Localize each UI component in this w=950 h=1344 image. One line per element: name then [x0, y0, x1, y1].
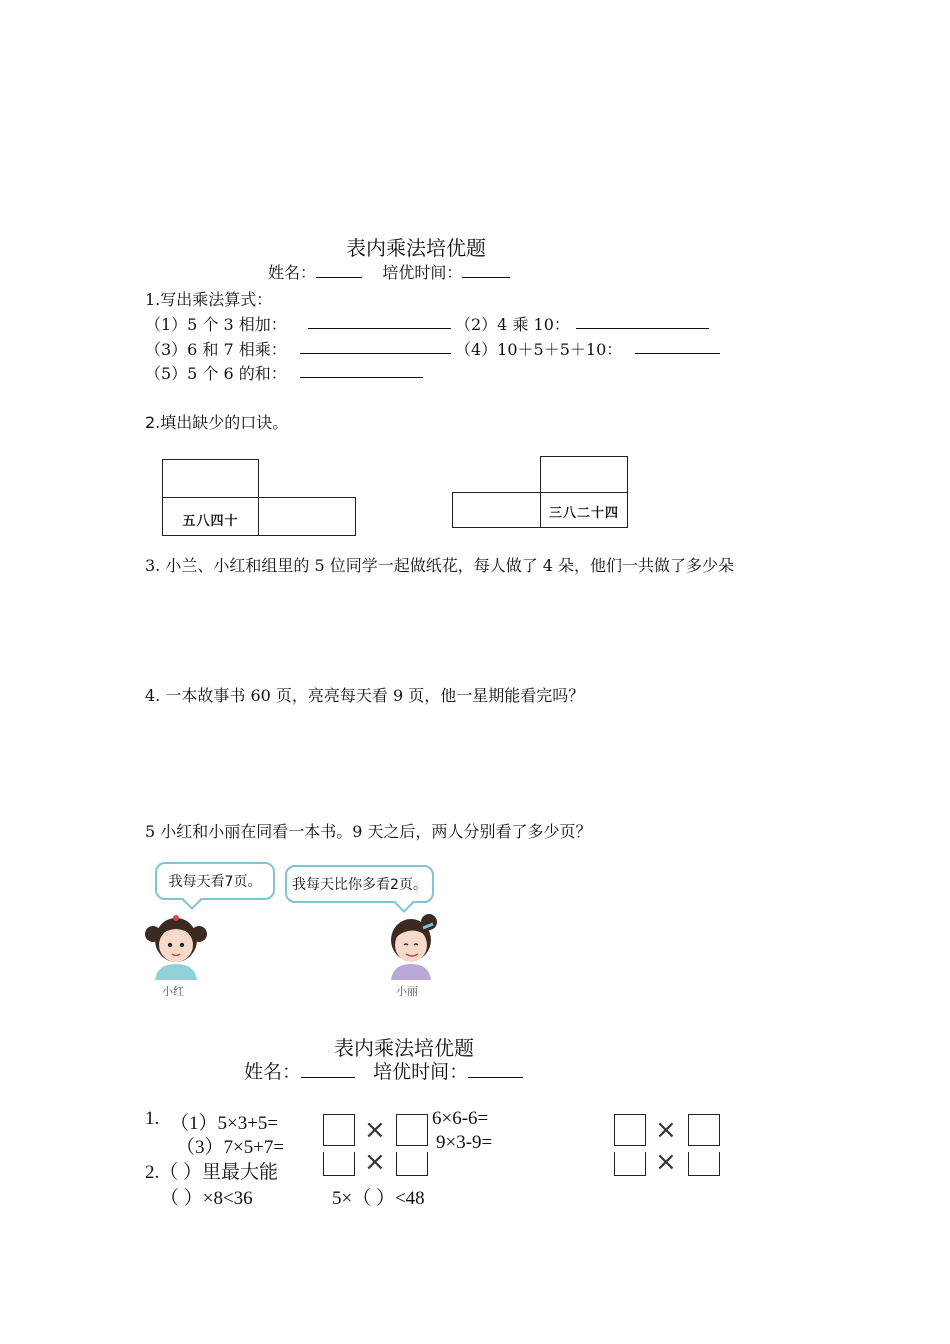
- caption-xiaoli: 小丽: [396, 985, 418, 998]
- blank-cell[interactable]: [540, 456, 628, 494]
- expression: 9×3-9=: [436, 1132, 493, 1153]
- expression: （1）5×3+5=: [170, 1113, 279, 1134]
- name-time-line: [268, 260, 510, 283]
- multiply-sign-icon: ×: [364, 1115, 386, 1145]
- name-blank[interactable]: [301, 1059, 355, 1078]
- answer-box[interactable]: [323, 1114, 355, 1146]
- answer-box[interactable]: [614, 1152, 646, 1176]
- time-label: 培优时间：: [382, 263, 463, 282]
- given-cell: [162, 497, 259, 536]
- answer-box[interactable]: [614, 1114, 646, 1146]
- page-title: 表内乘法培优题: [346, 236, 486, 260]
- inequality: （ ）×8<36: [160, 1188, 253, 1209]
- q1-label-2: 1.: [145, 1108, 160, 1129]
- multiply-sign-icon: ×: [655, 1147, 677, 1177]
- answer-box[interactable]: [688, 1114, 720, 1146]
- name-label: 姓名：: [268, 263, 317, 282]
- answer-box[interactable]: [688, 1152, 720, 1176]
- multiply-sign-icon: ×: [364, 1147, 386, 1177]
- given-rhyme: 五八四十: [182, 514, 239, 529]
- q1-heading: 1.写出乘法算式：: [145, 290, 273, 309]
- page-title-2: 表内乘法培优题: [334, 1036, 474, 1060]
- caption-xiaohong: 小红: [162, 985, 184, 998]
- speech-bubble-left: 我每天看7页。: [155, 862, 275, 900]
- multiply-sign-icon: ×: [655, 1115, 677, 1145]
- name-label: 姓名：: [244, 1061, 302, 1083]
- question-5: 5 小红和小丽在同看一本书。9 天之后，两人分别看了多少页？: [145, 822, 592, 841]
- question-3: 3. 小兰、小红和组里的 5 位同学一起做纸花，每人做了 4 朵，他们一共做了多少朵: [145, 556, 735, 575]
- answer-blank[interactable]: [308, 312, 451, 329]
- name-blank[interactable]: [316, 261, 362, 278]
- expression: （3）7×5+7=: [176, 1137, 285, 1158]
- q1-item: （5）5 个 6 的和：: [145, 364, 287, 383]
- q1-item: （3）6 和 7 相乘：: [145, 340, 287, 359]
- given-rhyme: 三八二十四: [548, 506, 619, 521]
- inequality: 5×（ ）<48: [332, 1188, 425, 1209]
- question-4: 4. 一本故事书 60 页，亮亮每天看 9 页，他一星期能看完吗？: [145, 686, 585, 705]
- answer-blank[interactable]: [300, 337, 451, 354]
- name-time-line-2: [244, 1057, 523, 1084]
- answer-box[interactable]: [396, 1114, 428, 1146]
- blank-cell[interactable]: [258, 497, 356, 536]
- q2-heading: 2.填出缺少的口诀。: [145, 413, 289, 432]
- girl-xiaoli-illustration: [383, 910, 443, 980]
- q1-item: （1）5 个 3 相加：: [145, 315, 287, 334]
- answer-blank[interactable]: [635, 337, 720, 354]
- speech-bubble-right: 我每天比你多看2页。: [285, 865, 434, 903]
- q1-item: （2）4 乘 10：: [455, 315, 570, 334]
- blank-cell[interactable]: [452, 492, 541, 528]
- time-label: 培优时间：: [373, 1061, 469, 1083]
- time-blank[interactable]: [468, 1059, 523, 1078]
- answer-box[interactable]: [323, 1152, 355, 1176]
- question-2-2: 2.（ ）里最大能: [145, 1162, 279, 1183]
- answer-blank[interactable]: [576, 312, 709, 329]
- expression: 6×6-6=: [432, 1108, 489, 1129]
- time-blank[interactable]: [462, 261, 510, 278]
- q1-item: （4）10＋5＋5＋10：: [455, 340, 623, 359]
- given-cell: [540, 492, 628, 528]
- answer-box[interactable]: [396, 1152, 428, 1176]
- blank-cell[interactable]: [162, 459, 259, 498]
- girl-xiaohong-illustration: [143, 908, 209, 980]
- answer-blank[interactable]: [300, 361, 423, 378]
